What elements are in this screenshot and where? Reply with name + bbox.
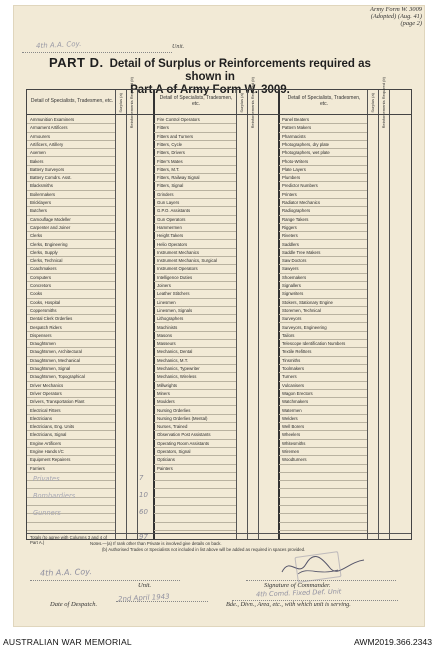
blank-row	[154, 523, 236, 531]
detail-header-3: Detail of Specialists, Tradesmen, etc.	[287, 95, 361, 107]
table-row: Printers	[279, 191, 367, 199]
blank-row	[154, 514, 236, 522]
col-rule	[247, 90, 248, 539]
table-row: Surveyors	[279, 315, 367, 323]
table-row: Fitters and Turners	[154, 133, 236, 141]
date-line	[116, 601, 208, 602]
table-row: Driver Mechanics	[27, 382, 115, 390]
detail-header-2: Detail of Specialists, Tradesmen, etc.	[159, 95, 233, 107]
table-row: Fitter's Mates	[154, 158, 236, 166]
table-row: Clerks, Supply	[27, 249, 115, 257]
table-row: Instrument Mechanics	[154, 249, 236, 257]
col-rule	[236, 90, 237, 539]
handwritten-bde: 4th Comd. Fixed Def. Unit	[255, 587, 342, 599]
table-row: Plate Layers	[279, 166, 367, 174]
table-row: Computers	[27, 274, 115, 282]
table-row: Pharmacists	[279, 133, 367, 141]
col-rule	[137, 90, 138, 539]
col-rule	[115, 90, 116, 539]
signature-label: Signature of Commander.	[264, 582, 331, 589]
blank-row	[154, 481, 236, 489]
table-row: Axemen	[27, 149, 115, 157]
table-row: Panel Beaters	[279, 116, 367, 124]
table-row: Dispensers	[27, 332, 115, 340]
table-row: Textile Refitters	[279, 348, 367, 356]
table-row: Coachmakers	[27, 265, 115, 273]
table-row: Driver Operators	[27, 390, 115, 398]
table-row: Opticians	[154, 456, 236, 464]
blank-row	[154, 506, 236, 514]
table-row: Artificers, Artillery	[27, 141, 115, 149]
table-row: Watchmakers	[279, 398, 367, 406]
table-row: Mechanics, Dental	[154, 348, 236, 356]
table-row: Clerks	[27, 232, 115, 240]
table-row: Nurses, Trained	[154, 423, 236, 431]
table-row: Cooks, Hospital	[27, 299, 115, 307]
table-row: Clerks, Engineering	[27, 241, 115, 249]
table-row: Vulcanisers	[279, 382, 367, 390]
totals-rule	[27, 533, 411, 534]
table-row: Range Takers	[279, 216, 367, 224]
table-row: Radiator Mechanics	[279, 199, 367, 207]
table-row: Concretors	[27, 282, 115, 290]
form-notes: Notes.—(a) If rank other than Private is involved give details on back. (b) Authorised Trades or Specialists not included in list above will be added as required in spaces provided.	[90, 541, 306, 552]
table-row: Mechanics, M.T.	[154, 357, 236, 365]
table-row: Fitters, Cycle	[154, 141, 236, 149]
table-row: Tinsmiths	[279, 357, 367, 365]
table-row: Operating Room Assistants	[154, 440, 236, 448]
table-row: Helio Operators	[154, 241, 236, 249]
table-row: G.P.O. Assistants	[154, 207, 236, 215]
unit-line-bottom	[30, 580, 180, 581]
unit-line-top	[22, 52, 172, 53]
table-row: Coppersmiths	[27, 307, 115, 315]
surplus-header-2: Surplus (a)	[238, 93, 244, 113]
table-row: Wiremen	[279, 448, 367, 456]
table-row: Plumbers	[279, 174, 367, 182]
col-rule	[126, 90, 127, 539]
table-row: Saddle Tree Makers	[279, 249, 367, 257]
table-row: Moulders	[154, 398, 236, 406]
handwritten-unit-bottom: 4th A.A. Coy.	[39, 567, 93, 578]
table-row: Draughtsmen, Signal	[27, 365, 115, 373]
table-row: Armament Artificers	[27, 124, 115, 132]
table-row: Boilermakers	[27, 191, 115, 199]
table-row: Nursing Orderlies	[154, 407, 236, 415]
table-row: Storemen, Technical	[279, 307, 367, 315]
reinf-header-3: Reinforcements Required (b)	[380, 77, 386, 129]
table-row: Fire Control Operators	[154, 116, 236, 124]
table-row: Electricians, Signal	[27, 431, 115, 439]
table-row: Predictor Numbers	[279, 182, 367, 190]
handwritten-bombardiers-count: 10	[139, 491, 148, 499]
table-row: Hammermen	[154, 224, 236, 232]
surplus-header-1: Surplus (a)	[117, 93, 123, 113]
table-row: Saw Doctors	[279, 257, 367, 265]
table-row: Shoemakers	[279, 274, 367, 282]
blank-row	[154, 490, 236, 498]
blank-row	[279, 514, 367, 522]
table-row: Telescope Identification Numbers	[279, 340, 367, 348]
table-row: Painters	[154, 465, 236, 473]
table-row: Turners	[279, 373, 367, 381]
table-row: Photographers, dry plate	[279, 141, 367, 149]
table-row: Machinists	[154, 324, 236, 332]
table-row: Woodturners	[279, 456, 367, 464]
table-row: Whitesmiths	[279, 440, 367, 448]
table-row: Draughtsmen, Mechanical	[27, 357, 115, 365]
table-row: Joiners	[154, 282, 236, 290]
handwritten-privates-count: 7	[139, 474, 144, 482]
reinf-header-2: Reinforcements Required (b)	[249, 77, 255, 129]
table-row: Saddlers	[279, 241, 367, 249]
table-row: Cooks	[27, 290, 115, 298]
table-row: Camouflage Modeller	[27, 216, 115, 224]
blank-row	[279, 523, 367, 531]
reinf-header-1: Reinforcements Required (b)	[128, 77, 134, 129]
date-label: Date of Despatch.	[50, 601, 98, 608]
table-row: Linesmen	[154, 299, 236, 307]
table-row: Leather Stitchers	[154, 290, 236, 298]
col-rule	[258, 90, 259, 539]
table-row: Gun Layers	[154, 199, 236, 207]
table-row: Instrument Operators	[154, 265, 236, 273]
table-row: Carpenter and Joiner	[27, 224, 115, 232]
table-row: Farriers	[27, 465, 115, 473]
table-row: Riveters	[279, 232, 367, 240]
table-row: Engine Artificers	[27, 440, 115, 448]
handwritten-privates: Privates	[33, 475, 60, 483]
blank-row	[154, 473, 236, 481]
table-row: Armourers	[27, 133, 115, 141]
table-row: Toolmakers	[279, 365, 367, 373]
table-row: Intelligence Duties	[154, 274, 236, 282]
blank-row	[279, 465, 367, 473]
table-row: Signwriters	[279, 290, 367, 298]
table-row: Operators, Signal	[154, 448, 236, 456]
signature-line	[246, 580, 396, 581]
blank-row	[279, 473, 367, 481]
archive-footer	[0, 633, 436, 653]
table-row: Masons	[154, 332, 236, 340]
table-row: Tailors	[279, 332, 367, 340]
table-row: Observation Post Assistants	[154, 431, 236, 439]
table-row: Clerks, Technical	[27, 257, 115, 265]
table-row: Photo-Writers	[279, 158, 367, 166]
table-row: Surveyors, Engineering	[279, 324, 367, 332]
title-line-2: Part A of Army Form W. 3009.	[130, 84, 290, 96]
table-row: Millwrights	[154, 382, 236, 390]
table-row: Draughtsmen, Topographical	[27, 373, 115, 381]
table-row: Wheelers	[279, 431, 367, 439]
table-row: Battery Surveyors	[27, 166, 115, 174]
table-row: Fitters, Drivers	[154, 149, 236, 157]
table-row: Welders	[279, 415, 367, 423]
totals-value: 97	[139, 533, 148, 541]
col-rule	[378, 90, 379, 539]
blank-row	[279, 490, 367, 498]
header-rule	[27, 114, 411, 115]
handwritten-date: 2nd April 1943	[117, 592, 170, 604]
handwritten-bombardiers: Bombardiers	[33, 492, 76, 500]
table-row: Battery Comdrs. Asst.	[27, 174, 115, 182]
table-row: Lithographers	[154, 315, 236, 323]
table-row: Blacksmiths	[27, 182, 115, 190]
table-row: Despatch Riders	[27, 324, 115, 332]
table-row: Nursing Orderlies (Mental)	[154, 415, 236, 423]
table-row: Watermen	[279, 407, 367, 415]
surplus-header-3: Surplus (a)	[369, 93, 375, 113]
col-rule	[367, 90, 368, 539]
handwritten-unit-top: 4th A.A. Coy.	[35, 39, 82, 51]
blank-row	[279, 498, 367, 506]
blank-row	[279, 506, 367, 514]
title-line-1: Detail of Surplus or Reinforcements required as shown in	[109, 58, 371, 83]
blank-row	[154, 498, 236, 506]
table-row: Grinders	[154, 191, 236, 199]
table-row: Fitters, M.T.	[154, 166, 236, 174]
table-row: Electricians, Eng. Units	[27, 423, 115, 431]
table-row: Linesmen, Signals	[154, 307, 236, 315]
totals-label: Totals (to agree with Columns 3 and 4 of Part A.)	[30, 535, 107, 546]
table-row: Fitters	[154, 124, 236, 132]
table-row: Photographers, wet plate	[279, 149, 367, 157]
form-number-header: Army Form W. 3009 (Adopted) (Aug. 41) (page 2)	[370, 6, 422, 28]
table-row: Mechanics, Typewriter	[154, 365, 236, 373]
unit-label-bottom: Unit.	[138, 582, 152, 589]
table-row: Wagon Erectors	[279, 390, 367, 398]
blank-row	[27, 523, 115, 531]
table-row: Stokers, Stationary Engine	[279, 299, 367, 307]
col-rule	[389, 90, 390, 539]
table-row: Draughtsmen	[27, 340, 115, 348]
table-row: Fitters, Signal	[154, 182, 236, 190]
table-row: Pattern Makers	[279, 124, 367, 132]
table-row: Gun Operators	[154, 216, 236, 224]
detail-header-1: Detail of Specialists, Tradesmen, etc.	[30, 98, 114, 105]
part-label: PART D.	[49, 55, 104, 70]
table-row: Signallers	[279, 282, 367, 290]
table-row: Drivers, Transportation Plant	[27, 398, 115, 406]
specialists-table	[26, 77, 412, 546]
handwritten-gunners-count: 60	[139, 508, 148, 516]
archive-id: AWM2019.366.2343	[353, 637, 432, 647]
table-row: Electrical Fitters	[27, 407, 115, 415]
table-row: Masseurs	[154, 340, 236, 348]
table-row: Radiographers	[279, 207, 367, 215]
table-row: Miners	[154, 390, 236, 398]
table-row: Engine Hands I/C	[27, 448, 115, 456]
table-row: Riggers	[279, 224, 367, 232]
table-row: Butchers	[27, 207, 115, 215]
table-row: Ammunition Examiners	[27, 116, 115, 124]
blank-row	[279, 481, 367, 489]
table-row: Sawyers	[279, 265, 367, 273]
table-row: Fitters, Railway Signal	[154, 174, 236, 182]
table-row: Electricians	[27, 415, 115, 423]
table-row: Height Takers	[154, 232, 236, 240]
table-row: Dental Clerk Orderlies	[27, 315, 115, 323]
table-row: Well Borers	[279, 423, 367, 431]
table-row: Bricklayers	[27, 199, 115, 207]
table-row: Bakers	[27, 158, 115, 166]
table-row: Instrument Mechanics, Surgical	[154, 257, 236, 265]
handwritten-gunners: Gunners	[33, 509, 61, 517]
archive-name: AUSTRALIAN WAR MEMORIAL	[3, 637, 132, 647]
unit-label-top: Unit.	[172, 44, 185, 50]
bde-label: Bde., Divn., Area, etc., with which unit is serving.	[226, 601, 351, 608]
table-row: Equipment Repairers	[27, 456, 115, 464]
table-row: Draughtsmen, Architectural	[27, 348, 115, 356]
table-row: Mechanics, Wireless	[154, 373, 236, 381]
